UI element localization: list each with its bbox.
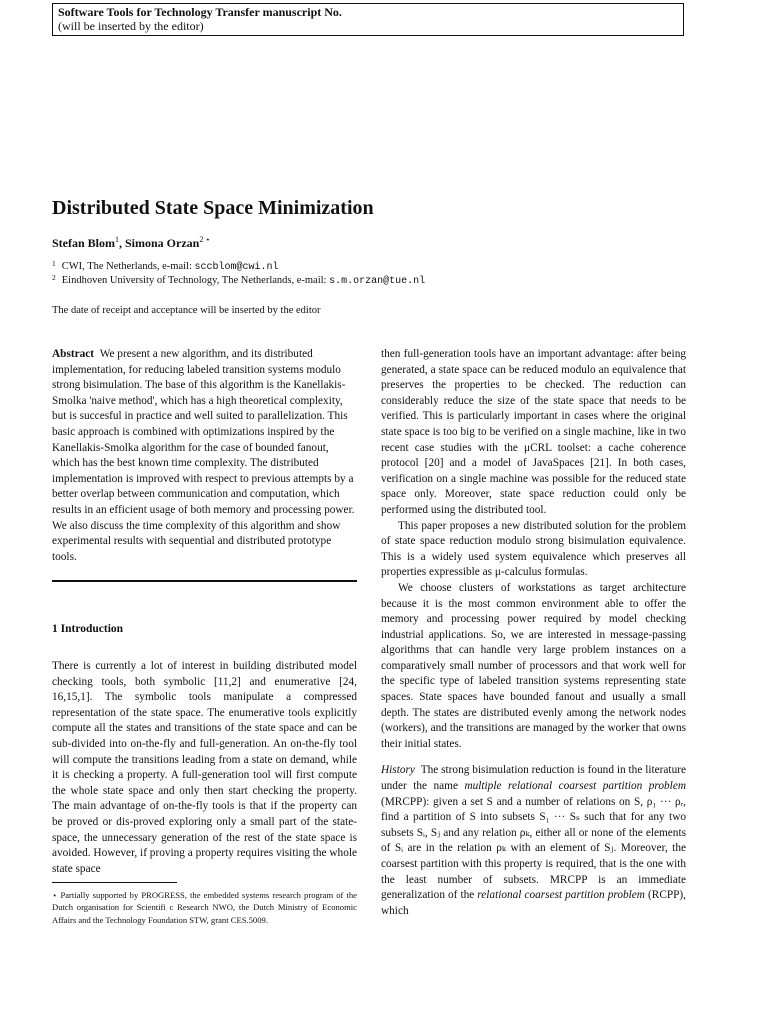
affiliation-marker: 1 [115, 235, 119, 244]
author-list [52, 235, 210, 251]
email-address: s.m.orzan@tue.nl [329, 276, 426, 287]
footnote-text: ⋆ Partially supported by PROGRESS, the embedded systems research program of the Dutch organisation for Scientifi c Research NWO, the Dutch Ministry of Economic Affairs and the Technology Foundation STW, grant CES.5009. [52, 890, 357, 925]
history-paragraph [381, 763, 686, 919]
manuscript-header-box [52, 3, 684, 36]
author-name: Simona Orzan [125, 236, 200, 250]
section-heading: 1 Introduction [52, 623, 124, 635]
author-name: Stefan Blom [52, 236, 115, 250]
abstract-label: Abstract [52, 348, 95, 360]
affiliation-number: 1 [52, 259, 56, 268]
affiliation [52, 259, 279, 273]
history-label: History [381, 764, 415, 777]
journal-name: Software Tools for Technology Transfer manuscript No. [58, 5, 342, 19]
affiliation-text: Eindhoven University of Technology, The Netherlands, e-mail: [61, 275, 330, 286]
footnote-divider [52, 882, 177, 883]
emphasized-term: multiple relational coarsest partition problem [464, 780, 686, 793]
body-paragraph: then full-generation tools have an important advantage: after being generated, a state space can be reduced modulo an equivalence that preserves the properties to be checked. The reduction can considerably reduce the size of the state space that needs to be verified. This is particularly important in cases where the original state space is too big to be verified on a single machine, like in two recent case studies with the μCRL toolset: a cache coherence protocol [20] and a model of JavaSpaces [21]. In both cases, verification on a single machine was possible for the reduced state space only. Moreover, state space reduction could only be performed using the distributed tool. [381, 348, 686, 516]
editor-note: (will be inserted by the editor) [58, 19, 204, 33]
author-separator: , [119, 236, 125, 250]
email-address: sccblom@cwi.nl [194, 262, 279, 273]
abstract-divider [52, 580, 357, 582]
body-paragraph: This paper proposes a new distributed solution for the problem of state space reduction modulo strong bisimulation equivalence. This is a widely used system equivalence which preserves all properties expressible as μ-calculus formulas. [381, 519, 686, 579]
abstract-block [52, 347, 357, 565]
receipt-dates-note: The date of receipt and acceptance will be inserted by the editor [52, 305, 321, 316]
history-text: The strong bisimulation reduction is found in the literature under the name [381, 764, 686, 793]
introduction-body [52, 659, 357, 877]
affiliation [52, 273, 425, 287]
paper-title: Distributed State Space Minimization [52, 197, 374, 219]
emphasized-term: relational coarsest partition problem [477, 889, 645, 902]
affiliation-text: CWI, The Netherlands, e-mail: [61, 261, 195, 272]
body-paragraph: There is currently a lot of interest in building distributed model checking tools, both symbolic [11,2] and enumerative [24, 16,15,1]. The symbolic tools manipulate a compressed representation of the state space. The enumerative tools explicitly compute all the states and transitions of the state space and can be sub-divided into on-the-fly and full-generation. An on-the-fly tool will compute the transitions leading from a state on demand, while it is checking a property. A full-generation tool will first compute the whole state space and only then start checking the property. The main advantage of on-the-fly tools is that if the property can be proved or dis-proved exploring only a small part of the state-space, the unnecessary generation of the rest of the state space is avoided. However, if proving a property requires visiting the whole state space [52, 660, 357, 875]
right-column [381, 347, 686, 919]
abstract-paragraph [52, 347, 357, 565]
history-text: (RCPP), which [381, 889, 687, 917]
affiliation-number: 2 [52, 273, 56, 282]
footnote [52, 889, 357, 926]
abstract-text: We present a new algorithm, and its distributed implementation, for reducing labeled transition systems modulo strong bisimulation. The base of this algorithm is the Kanellakis-Smolka 'naive method', which has a high theoretical complexity, but is succesful in practice and well suited to parallelization. This basic approach is combined with optimizations inspired by the Kanellakis-Smolka algorithm for the case of bounded fanout, which has the best known time complexity. The distributed implementation is improved with respect to previous attempts by a better overlap between communication and computation, which results in an efficient usage of both memory and processing power. We also discuss the time complexity of this algorithm and show experimental results with sequential and distributed prototype tools. [52, 348, 355, 563]
body-paragraph: We choose clusters of workstations as target architecture because it is the most common environment able to offer the memory and processing power required by model checking industrial applications. So, we are interested in message-passing algorithms that can handle very large problem instances on a comparatively small number of processors and that work well for the specific type of labeled transition systems representing state spaces. State spaces have bounded fanout and usually a small depth. The states are distributed evenly among the network nodes (workers), and the transitions are managed by the worker that owns their initial states. [381, 581, 686, 750]
history-text: (MRCPP): given a set S and a number of relations on S, ρ₁ ··· ρᵣ, find a partition of S into subsets S₁ ··· Sₛ such that for any two subsets Sᵢ, Sⱼ and any relation ρₖ, either all or none of the elements of Sᵢ are in the relation ρₖ with an element of Sⱼ. Moreover, the coarsest partition with this property is required, that is the one with the least number of subsets. MRCPP is an immediate generalization of the [381, 795, 686, 902]
affiliation-marker: 2 ⋆ [199, 235, 211, 244]
